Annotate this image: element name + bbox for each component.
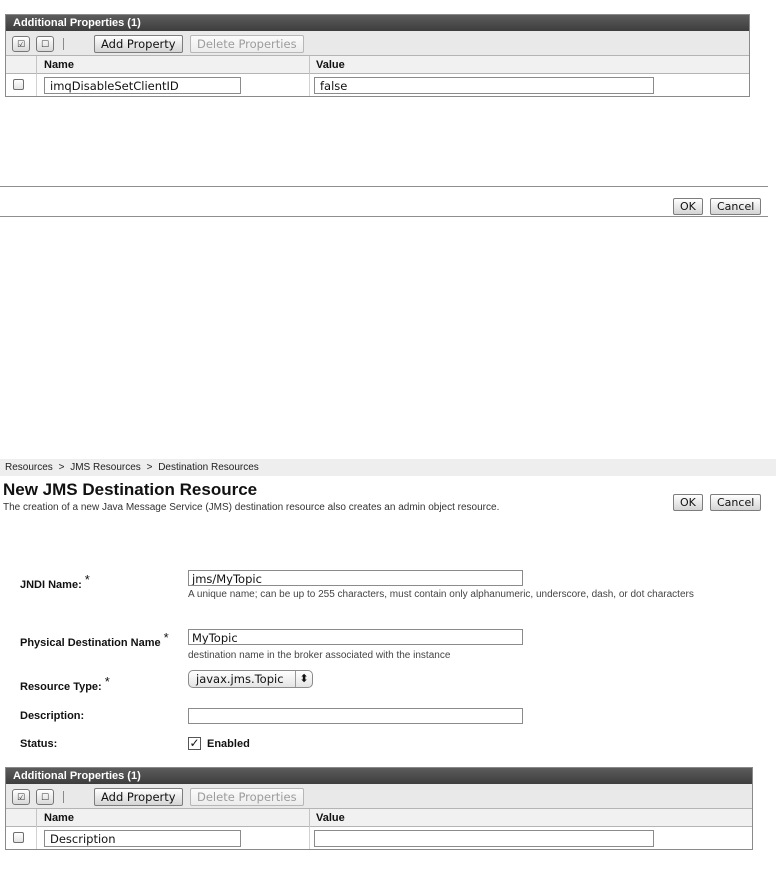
property-name-input[interactable]: imqDisableSetClientID (44, 77, 241, 94)
select-all-icon[interactable]: ☑ (12, 36, 30, 52)
breadcrumb-jms-resources[interactable]: JMS Resources (70, 462, 141, 473)
updown-arrow-icon: ⬍ (295, 671, 312, 687)
breadcrumb-resources[interactable]: Resources (5, 462, 53, 473)
row-select-checkbox[interactable] (13, 832, 24, 843)
required-marker: * (84, 572, 90, 587)
breadcrumb: Resources > JMS Resources > Destination Resources (0, 459, 776, 476)
deselect-all-icon[interactable]: ☐ (36, 789, 54, 805)
page-description: The creation of a new Java Message Service (JMS) destination resource also creates an admin object resource. (3, 502, 500, 513)
jndi-name-label: JNDI Name: * (20, 572, 90, 591)
value-column-header: Value (316, 59, 345, 71)
table-row (6, 74, 749, 96)
breadcrumb-destination-resources[interactable]: Destination Resources (158, 462, 259, 473)
enabled-checkbox[interactable]: ✓ (189, 736, 200, 750)
top-properties-toolbar (6, 31, 749, 56)
toolbar-separator (63, 791, 64, 803)
properties-header (6, 809, 752, 827)
top-properties-title: Additional Properties (1) (6, 15, 749, 31)
required-marker: * (104, 674, 110, 689)
resource-type-label: Resource Type: * (20, 674, 110, 693)
top-ok-button[interactable]: OK (673, 198, 703, 215)
physical-destination-input[interactable]: MyTopic (188, 629, 523, 645)
cancel-button[interactable]: Cancel (710, 494, 761, 511)
enabled-label[interactable]: Enabled (207, 738, 250, 750)
divider (0, 186, 768, 187)
toolbar-separator (63, 38, 64, 50)
value-column-header: Value (316, 812, 345, 824)
physical-destination-label: Physical Destination Name * (20, 630, 169, 649)
jndi-name-input[interactable]: jms/MyTopic (188, 570, 523, 586)
add-property-button[interactable]: Add Property (94, 788, 183, 806)
name-column-header: Name (44, 812, 74, 824)
status-label: Status: (20, 738, 58, 750)
table-row (6, 827, 752, 849)
divider (0, 216, 768, 217)
add-property-button[interactable]: Add Property (94, 35, 183, 53)
additional-properties-table (5, 767, 753, 850)
top-cancel-button[interactable]: Cancel (710, 198, 761, 215)
top-additional-properties-table (5, 14, 750, 97)
ok-button[interactable]: OK (673, 494, 703, 511)
property-name-input[interactable]: Description (44, 830, 241, 847)
page-title: New JMS Destination Resource (3, 480, 258, 499)
delete-properties-button[interactable]: Delete Properties (190, 788, 304, 806)
description-label: Description: (20, 710, 85, 722)
delete-properties-button[interactable]: Delete Properties (190, 35, 304, 53)
name-column-header: Name (44, 59, 74, 71)
property-value-input[interactable] (314, 830, 654, 847)
physical-destination-help: destination name in the broker associated with the instance (188, 650, 451, 661)
required-marker: * (163, 630, 169, 645)
select-all-icon[interactable]: ☑ (12, 789, 30, 805)
properties-toolbar (6, 784, 752, 809)
deselect-all-icon[interactable]: ☐ (36, 36, 54, 52)
row-select-checkbox[interactable] (13, 79, 24, 90)
property-value-input[interactable]: false (314, 77, 654, 94)
jndi-name-help: A unique name; can be up to 255 characters, must contain only alphanumeric, underscore, dash, or dot characters (188, 589, 694, 600)
top-properties-header (6, 56, 749, 74)
resource-type-select[interactable]: javax.jms.Topic ⬍ (188, 670, 313, 688)
description-input[interactable] (188, 708, 523, 724)
properties-title: Additional Properties (1) (6, 768, 752, 784)
